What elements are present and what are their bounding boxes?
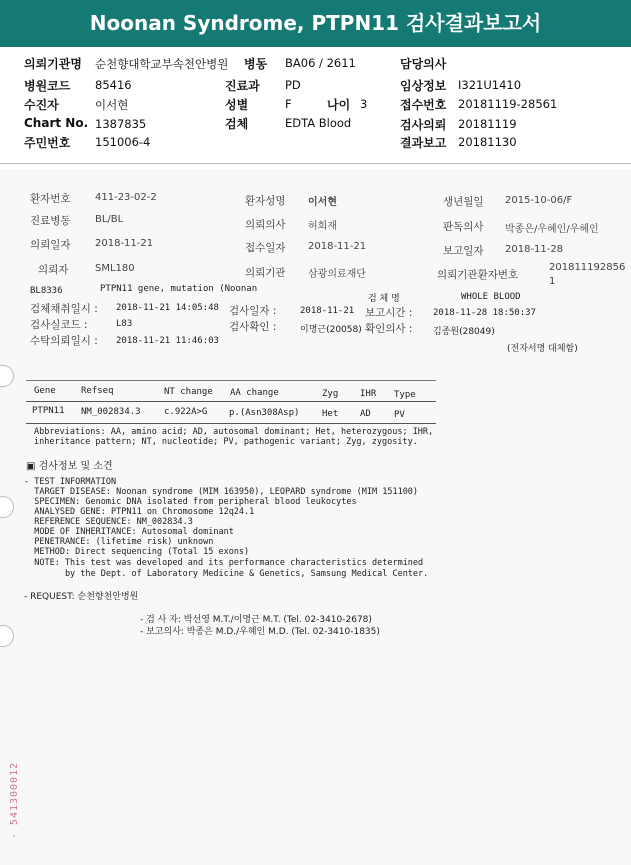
label: 판독의사 <box>443 221 484 233</box>
value: BA06 / 2611 <box>285 56 356 70</box>
label: 수진자 <box>24 98 59 112</box>
label: 검체 <box>225 117 249 131</box>
value: 201811192856 <box>549 262 626 273</box>
value: 411-23-02-2 <box>95 192 157 203</box>
label: 검사실코드 : <box>30 319 88 331</box>
info-line: REFERENCE SEQUENCE: NM_002834.3 <box>24 517 193 527</box>
signer-line: - 보고의사: 박종은 M.D./우혜인 M.D. (Tel. 02-3410-1835) <box>140 627 380 637</box>
label: 병동 <box>244 57 268 71</box>
value: 20181130 <box>458 135 517 149</box>
value: 김종원(28049) <box>433 327 495 337</box>
value: 20181119 <box>458 117 517 131</box>
label: 결과보고 <box>400 136 447 150</box>
value: 1 <box>549 276 556 287</box>
value: 허희재 <box>308 221 337 232</box>
page-title: Noonan Syndrome, PTPN11 검사결과보고서 <box>89 11 542 35</box>
value: L83 <box>116 319 133 329</box>
label: 병원코드 <box>24 79 71 93</box>
value: 2018-11-21 14:05:48 <box>116 303 219 313</box>
info-line: PENETRANCE: (lifetime risk) unknown <box>24 537 214 547</box>
label: 검사일자 : <box>229 305 277 317</box>
label: 의뢰의사 <box>245 219 286 231</box>
value: SML180 <box>95 263 135 274</box>
table-cell: Het <box>322 409 339 419</box>
value: F <box>285 97 292 111</box>
value: 3 <box>360 97 368 111</box>
label: 성별 <box>225 98 249 112</box>
label: 생년월일 <box>443 196 484 208</box>
divider <box>0 163 631 164</box>
value: 이서현 <box>308 197 337 208</box>
label: 의뢰기관 <box>245 267 286 279</box>
value: WHOLE BLOOD <box>461 292 521 302</box>
table-header-cell: AA change <box>230 388 279 398</box>
section-title: ▣ 검사정보 및 소견 <box>26 461 113 472</box>
table-header-cell: NT change <box>164 387 213 397</box>
value: 이명근(20058) <box>300 325 362 335</box>
label: 의뢰기관환자번호 <box>437 269 519 281</box>
abbreviations-line: inheritance pattern; NT, nucleotide; PV, pathogenic variant; Zyg, zygosity. <box>34 437 418 447</box>
label: 검사확인 : <box>229 321 277 333</box>
label: 의뢰일자 <box>30 239 71 251</box>
table-header-cell: Refseq <box>81 386 114 396</box>
value: 2018-11-21 11:46:03 <box>116 336 219 346</box>
esign-note: (전자서명 대체함) <box>507 344 578 354</box>
info-line: METHOD: Direct sequencing (Total 15 exons) <box>24 547 250 557</box>
label: 진료병동 <box>30 215 71 227</box>
side-serial-number: - 541300012 <box>9 761 21 840</box>
value: 1387835 <box>95 117 147 131</box>
value: 순천향대학교부속천안병원 <box>95 57 229 71</box>
value: 151006-4 <box>95 135 151 149</box>
label: 검사의뢰 <box>400 118 447 132</box>
info-line: SPECIMEN: Genomic DNA isolated from peripheral blood leukocytes <box>24 497 357 507</box>
value: 85416 <box>95 78 132 92</box>
value: 2018-11-28 <box>505 244 564 255</box>
table-cell: NM_002834.3 <box>81 407 141 417</box>
value: 삼광의료재단 <box>308 269 366 280</box>
value: 2015-10-06/F <box>505 195 573 206</box>
table-cell: PTPN11 <box>32 406 65 416</box>
label: 수탁의뢰일시 : <box>30 335 98 347</box>
table-rule <box>26 401 436 402</box>
value: 2018-11-21 <box>300 306 355 316</box>
label: 접수번호 <box>400 98 447 112</box>
info-line: MODE OF INHERITANCE: Autosomal dominant <box>24 527 234 537</box>
label: 확인의사 : <box>365 323 413 335</box>
label: 접수일자 <box>245 242 286 254</box>
value: BL/BL <box>95 214 124 225</box>
info-line: by the Dept. of Laboratory Medicine & Genetics, Samsung Medical Center. <box>24 569 429 579</box>
table-cell: PV <box>394 410 405 420</box>
value: 2018-11-21 <box>95 238 154 249</box>
label: 의뢰자 <box>38 264 69 276</box>
label: 환자성명 <box>245 195 286 207</box>
label: 진료과 <box>225 79 260 93</box>
table-rule <box>26 380 436 381</box>
label: 환자번호 <box>30 193 71 205</box>
value: PD <box>285 78 301 92</box>
signer-line: - 검 사 자: 박선영 M.T./이명근 M.T. (Tel. 02-3410-2678) <box>140 615 372 625</box>
value: 2018-11-21 <box>308 241 367 252</box>
label: 보고시간 : <box>365 307 413 319</box>
table-header-cell: Zyg <box>322 389 339 399</box>
value: 20181119-28561 <box>458 97 558 111</box>
table-header-cell: Gene <box>34 386 56 396</box>
info-line: - TEST INFORMATION <box>24 477 117 487</box>
table-header-cell: IHR <box>360 389 377 399</box>
label: 보고일자 <box>443 245 484 257</box>
table-cell: c.922A>G <box>164 407 208 417</box>
label: 임상정보 <box>400 79 447 93</box>
value: EDTA Blood <box>285 116 352 130</box>
label: 나이 <box>327 98 351 112</box>
request-line: - REQUEST: 순천향천안병원 <box>24 592 139 602</box>
info-line: TARGET DISEASE: Noonan syndrome (MIM 163950), LEOPARD syndrome (MIM 151100) <box>24 487 419 497</box>
test-code: BL8336 <box>30 286 63 296</box>
info-line: ANALYSED GENE: PTPN11 on Chromosome 12q24.1 <box>24 507 255 517</box>
label: 담당의사 <box>400 57 447 71</box>
label: 검 체 명 <box>368 294 400 304</box>
value: 이서현 <box>95 98 129 112</box>
label: 의뢰기관명 <box>24 57 82 71</box>
value: 2018-11-28 18:50:37 <box>433 308 536 318</box>
value: I321U1410 <box>458 78 522 92</box>
table-header-cell: Type <box>394 390 416 400</box>
label: 검체채취일시 : <box>30 303 98 315</box>
table-cell: p.(Asn308Asp) <box>229 408 300 418</box>
info-line: NOTE: This test was developed and its performance characteristics determined <box>24 558 424 568</box>
table-rule <box>26 423 436 424</box>
value: 박종은/우혜인/우혜인 <box>505 224 599 235</box>
label: 주민번호 <box>24 136 71 150</box>
test-name: PTPN11 gene, mutation (Noonan <box>100 284 258 294</box>
abbreviations-line: Abbreviations: AA, amino acid; AD, autosomal dominant; Het, heterozygous; IHR, <box>34 427 434 437</box>
table-cell: AD <box>360 409 371 419</box>
label: Chart No. <box>24 116 89 130</box>
